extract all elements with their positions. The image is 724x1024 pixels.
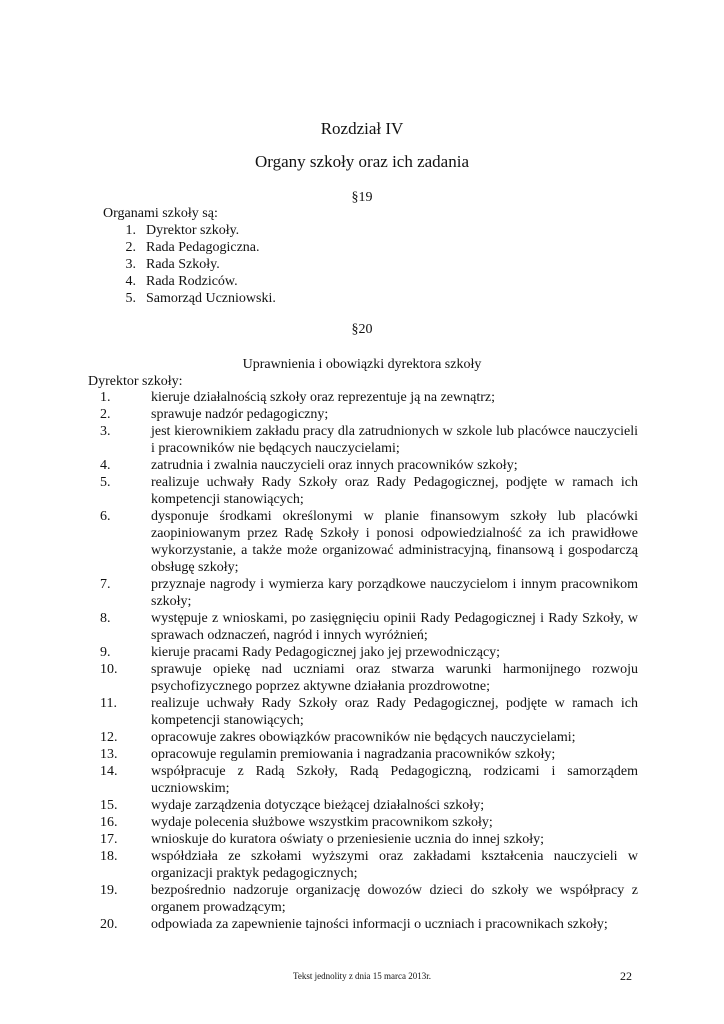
list-item [0, 576, 724, 610]
list-item [0, 746, 724, 763]
list-item-number: 13. [100, 747, 118, 762]
list-item [0, 831, 724, 848]
list-item [0, 508, 724, 576]
chapter-title: Organy szkoły oraz ich zadania [255, 152, 469, 171]
list-item-text: dysponuje środkami określonymi w planie finansowym szkoły lub placówki zaopiniowanym przez Radę Szkoły i ponosi odpowiedzialność za ich prawidłowe wykorzystanie, a także może organizować administracyjną, finansową i gospodarczą obsługę szkoły; [151, 509, 638, 575]
chapter-heading: Rozdział IV [320, 119, 404, 138]
section-20-intro: Dyrektor szkoły: [88, 374, 183, 389]
list-item-number: 18. [100, 849, 118, 864]
list-item-number: 1. [100, 390, 111, 405]
list-item [0, 610, 724, 644]
list-item-text: odpowiada za zapewnienie tajności informacji o uczniach i pracownikach szkoły; [151, 917, 608, 932]
list-item-number: 7. [100, 577, 111, 592]
list-item-text: Rada Rodziców. [146, 274, 238, 289]
list-item-text: realizuje uchwały Rady Szkoły oraz Rady Pedagogicznej, podjęte w ramach ich kompetencji stanowiących; [151, 475, 638, 507]
list-item-text: współdziała ze szkołami wyższymi oraz zakładami kształcenia nauczycieli w organizacji praktyk pedagogicznych; [151, 849, 638, 881]
list-item-number: 16. [100, 815, 118, 830]
list-item-number: 11. [100, 696, 117, 711]
list-item-text: realizuje uchwały Rady Szkoły oraz Rady Pedagogicznej, podjęte w ramach ich kompetencji stanowiących; [151, 696, 638, 728]
list-item [0, 695, 724, 729]
section-19-intro: Organami szkoły są: [103, 206, 218, 221]
list-item [0, 797, 724, 814]
section-19-heading: §19 [351, 190, 373, 205]
list-item [0, 389, 724, 406]
list-item [0, 882, 724, 916]
list-item-number: 15. [100, 798, 118, 813]
list-item-text: opracowuje zakres obowiązków pracowników nie będących nauczycielami; [151, 730, 576, 745]
list-item-text: zatrudnia i zwalnia nauczycieli oraz innych pracowników szkoły; [151, 458, 518, 473]
list-item [0, 916, 724, 933]
list-item-number: 5. [100, 475, 111, 490]
list-item-number: 2. [100, 407, 111, 422]
page-number: 22 [620, 969, 632, 983]
list-item-text: Rada Szkoły. [146, 257, 220, 272]
list-item-text: wnioskuje do kuratora oświaty o przeniesienie ucznia do innej szkoły; [151, 832, 545, 847]
list-item [0, 644, 724, 661]
list-item-number: 4. [125, 274, 136, 289]
list-item-number: 20. [100, 917, 118, 932]
section-20-subtitle: Uprawnienia i obowiązki dyrektora szkoły [242, 357, 482, 372]
list-item-text: występuje z wnioskami, po zasięgnięciu opinii Rady Pedagogicznej i Rady Szkoły, w sprawach odznaczeń, nagród i innych wyróżnień; [151, 611, 638, 643]
list-item-text: jest kierownikiem zakładu pracy dla zatrudnionych w szkole lub placówce nauczycieli i pracowników nie będących nauczycielami; [151, 424, 638, 456]
list-item-text: Dyrektor szkoły. [146, 223, 240, 238]
list-item [0, 474, 724, 508]
list-item-text: opracowuje regulamin premiowania i nagradzania pracowników szkoły; [151, 747, 556, 762]
list-item-text: przyznaje nagrody i wymierza kary porządkowe nauczycielom i innym pracownikom szkoły; [151, 577, 638, 609]
director-duties-list [0, 389, 724, 933]
list-item-text: sprawuje opiekę nad uczniami oraz stwarza warunki harmonijnego rozwoju psychofizycznego poprzez aktywne działania prozdrowotne; [151, 662, 638, 694]
list-item-number: 8. [100, 611, 111, 626]
list-item [0, 848, 724, 882]
list-item-text: Samorząd Uczniowski. [146, 291, 276, 306]
list-item [0, 457, 724, 474]
list-item-text: sprawuje nadzór pedagogiczny; [151, 407, 329, 422]
list-item-number: 12. [100, 730, 118, 745]
list-item-text: bezpośrednio nadzoruje organizację dowozów dzieci do szkoły we współpracy z organem prowadzącym; [151, 883, 638, 915]
list-item-number: 17. [100, 832, 118, 847]
list-item [0, 661, 724, 695]
section-20-heading: §20 [351, 322, 373, 337]
list-item [0, 423, 724, 457]
list-item-text: kieruje pracami Rady Pedagogicznej jako jej przewodniczący; [151, 645, 501, 660]
list-item [0, 814, 724, 831]
list-item-number: 2. [125, 240, 136, 255]
list-item-text: kieruje działalnością szkoły oraz reprezentuje ją na zewnątrz; [151, 390, 495, 405]
list-item-number: 1. [125, 223, 136, 238]
list-item [0, 729, 724, 746]
list-item-number: 3. [100, 424, 111, 439]
list-item-text: współpracuje z Radą Szkoły, Radą Pedagogiczną, rodzicami i samorządem uczniowskim; [151, 764, 638, 796]
list-item-text: wydaje polecenia służbowe wszystkim pracownikom szkoły; [151, 815, 493, 830]
list-item [0, 763, 724, 797]
list-item-number: 4. [100, 458, 111, 473]
list-item-number: 10. [100, 662, 118, 677]
footer-text: Tekst jednolity z dnia 15 marca 2013r. [292, 971, 432, 981]
list-item-number: 6. [100, 509, 111, 524]
list-item-number: 5. [125, 291, 136, 306]
list-item-number: 14. [100, 764, 118, 779]
list-item-text: Rada Pedagogiczna. [146, 240, 260, 255]
list-item-text: wydaje zarządzenia dotyczące bieżącej działalności szkoły; [151, 798, 485, 813]
list-item-number: 9. [100, 645, 111, 660]
list-item [0, 406, 724, 423]
list-item-number: 3. [125, 257, 136, 272]
list-item-number: 19. [100, 883, 118, 898]
